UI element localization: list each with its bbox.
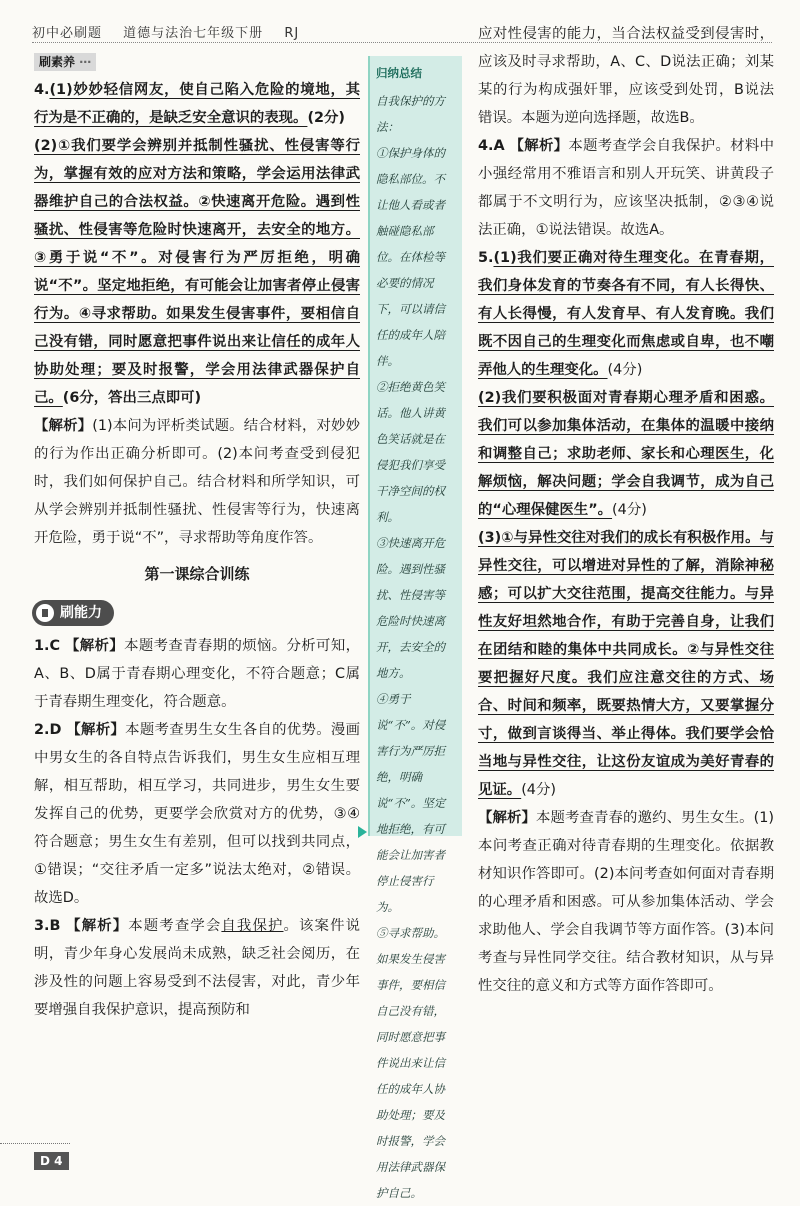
q4-number: 4. [34,82,50,98]
right-column [478,20,774,1000]
neng-badge-label: 刷能力 [60,605,102,621]
q4-analysis-text: (1)本问为评析类试题。结合材料，对妙妙的行为作出正确分析即可。(2)本问考查受到侵犯时，我们如何保护自己。结合材料和所学知识，可从学会辨别并抵制性骚扰、性侵害等行为，快速离开危险，勇于说“不”，寻求帮助等角度作答。 [34,418,360,546]
q3-tag: 【解析】 [66,918,129,934]
q3-text-a: 本题考查学会 [128,918,222,934]
sidebar-line: ③快速离开危险。遇到性骚扰、性侵害等危险时快速离开，去安全的地方。 [376,536,445,680]
sidebar-line: ②拒绝黄色笑话。他人讲黄色笑话就是在侵犯我们享受干净空间的权利。 [376,380,445,524]
q5-part3-score: (4分) [521,782,556,798]
q4-part2-text: (2)①我们要学会辨别并抵制性骚扰、性侵害等行为，掌握有效的应对方法和策略，学会运用法律武器维护自己的合法权益。②快速离开危险。遇到性骚扰、性侵害等危险时快速离开，去安全的地方。③勇于说“不”。对侵害行为严厉拒绝，明确说“不”。坚定地拒绝，有可能会让加害者停止侵害行为。④寻求帮助。如果发生侵害事件，要相信自己没有错，同时愿意把事件说出来让信任的成年人协助处理；要及时报警，学会用法律武器保护自己。 [34,138,360,406]
q2-choice: D [49,722,62,738]
q2-tag: 【解析】 [66,722,126,738]
page-number: D 4 [34,1152,69,1170]
q4-answer [478,132,774,244]
q4-choice-text: 本题考查学会自我保护。材料中小强经常用不雅语言和别人开玩笑、讲黄段子都属于不文明行为，应该坚决抵制，②③④说法正确，①说法错误。故选A。 [478,138,774,238]
q3-choice: B [49,918,61,934]
q4-choice-number: 4. [478,138,494,154]
footer-divider [0,1143,70,1144]
q5-part1-score: (4分) [607,362,643,378]
q1-number: 1. [34,638,50,654]
q3-text-underlined: 自我保护 [221,918,284,934]
section-badge-nengli [32,600,114,626]
section-title: 第一课综合训练 [144,565,250,583]
q1-tag: 【解析】 [65,638,125,654]
q4-part1-score: (2分) [307,110,345,126]
q2-text: 本题考查男生女生各自的优势。漫画中男女生的各自特点告诉我们，男生女生应相互理解，相互帮助，相互学习，共同进步，男生女生要发挥自己的优势，更要学会欣赏对方的优势，③④符合题意；男生女生有差别，但可以找到共同点，①错误；“交往矛盾一定多”说法太绝对，②错误。故选D。 [34,722,360,906]
sidebar-line: ①保护身体的隐私部位。不让他人看或者触碰隐私部位。在体检等必要的情况下，可以请信任的成年人陪伴。 [376,146,445,368]
q5-part2-text: (2)我们要积极面对青春期心理矛盾和困惑。我们可以参加集体活动，在集体的温暖中接纳和调整自己；求助老师、家长和心理医生，化解烦恼，解决问题；学会自我调节，成为自己的“心理保健医生”。 [478,390,774,518]
book-series: 初中必刷题 [32,26,103,41]
q4-analysis-tag: 【解析】 [34,418,93,434]
q5-part1-text: (1)我们要正确对待生理变化。在青春期，我们身体发育的节奏各有不同，有人长得快、有人长得慢，有人发育早、有人发育晚。我们既不因自己的生理变化而焦虑或自卑，也不嘲弄他人的生理变化。 [478,250,774,378]
sidebar-line: ⑤寻求帮助。如果发生侵害事件，要相信自己没有错，同时愿意把事件说出来让信任的成年人协助处理；要及时报警，学会用法律武器保护自己。 [376,926,445,1200]
q4-part2-score: (6分，答出三点即可) [62,390,202,406]
summary-sidebar [368,56,462,1200]
q2-answer [34,716,360,912]
q1-text: 本题考查青春期的烦恼。分析可知，A、B、D属于青春期心理变化，不符合题意；C属于青春期生理变化，符合题意。 [34,638,360,710]
badge-icon [36,604,54,622]
q1-answer [34,632,360,716]
q3-text-b: 。该案件说明，青少年身心发展尚未成熟，缺乏社会阅历，在涉及性的问题上容易受到不法侵害，对此，青少年要增强自我保护意识，提高预防和 [34,918,360,1018]
q4-analysis [34,412,360,552]
q5-analysis-text: 本题考查青春的邀约、男生女生。(1)本问考查正确对待青春期的生理变化。依据教材知识作答即可。(2)本问考查如何面对青春期的心理矛盾和困惑。可从参加集体活动、学会求助他人、学会自我调节等方面作答。(3)本问考查与异性同学交往。结合教材知识，从与异性交往的意义和方式等方面作答即可。 [478,810,774,994]
q5-part3 [478,524,774,804]
q5-part3-text: (3)①与异性交往对我们的成长有积极作用。与异性交往，可以增进对异性的了解，消除神秘感；可以扩大交往范围，提高交往能力。与异性友好坦然地合作，有助于完善自身，让我们在团结和睦的集体中共同成长。②与异性交往要把握好尺度。我们应注意交往的方式、场合、时间和频率，既要热情大方，又要掌握分寸，做到言谈得当、举止得体。我们要学会恰当地与异性交往，让这份友谊成为美好青春的见证。 [478,530,774,798]
q3-continued: 应对性侵害的能力，当合法权益受到侵害时，应该及时寻求帮助，A、C、D说法正确；刘某某的行为构成强奸罪，应该受到处罚，B说法错误。本题为逆向选择题，故选B。 [478,26,774,126]
q4-part1-text: (1)妙妙轻信网友，使自己陷入危险的境地，其行为是不正确的，是缺乏安全意识的表现。 [34,82,360,126]
q5-number: 5. [478,250,494,266]
q5-part2 [478,384,774,524]
q4-part2 [34,132,360,412]
sidebar-line: ④勇于说“不”。对侵害行为严厉拒绝，明确说“不”。坚定地拒绝，有可能会让加害者停止侵害行为。 [376,692,446,914]
q2-number: 2. [34,722,50,738]
sidebar-line: 自我保护的方法： [376,94,445,134]
q3-number: 3. [34,918,50,934]
q4-part1 [34,76,360,132]
book-edition: RJ [284,26,300,41]
left-column [34,48,360,1024]
book-subject: 道德与法治七年级下册 [123,26,264,41]
q1-choice: C [49,638,61,654]
q4-choice: A [493,138,505,154]
q5-part1 [478,244,774,384]
q3-answer [34,912,360,1024]
pointer-arrow-icon [358,826,367,838]
q5-analysis [478,804,774,1000]
sidebar-title: 归纳总结 [376,66,422,80]
section-badge-suyang: 刷素养 ⋯ [34,53,96,71]
q5-part2-score: (4分) [612,502,647,518]
q4-choice-tag: 【解析】 [509,138,569,154]
q5-analysis-tag: 【解析】 [478,810,537,826]
